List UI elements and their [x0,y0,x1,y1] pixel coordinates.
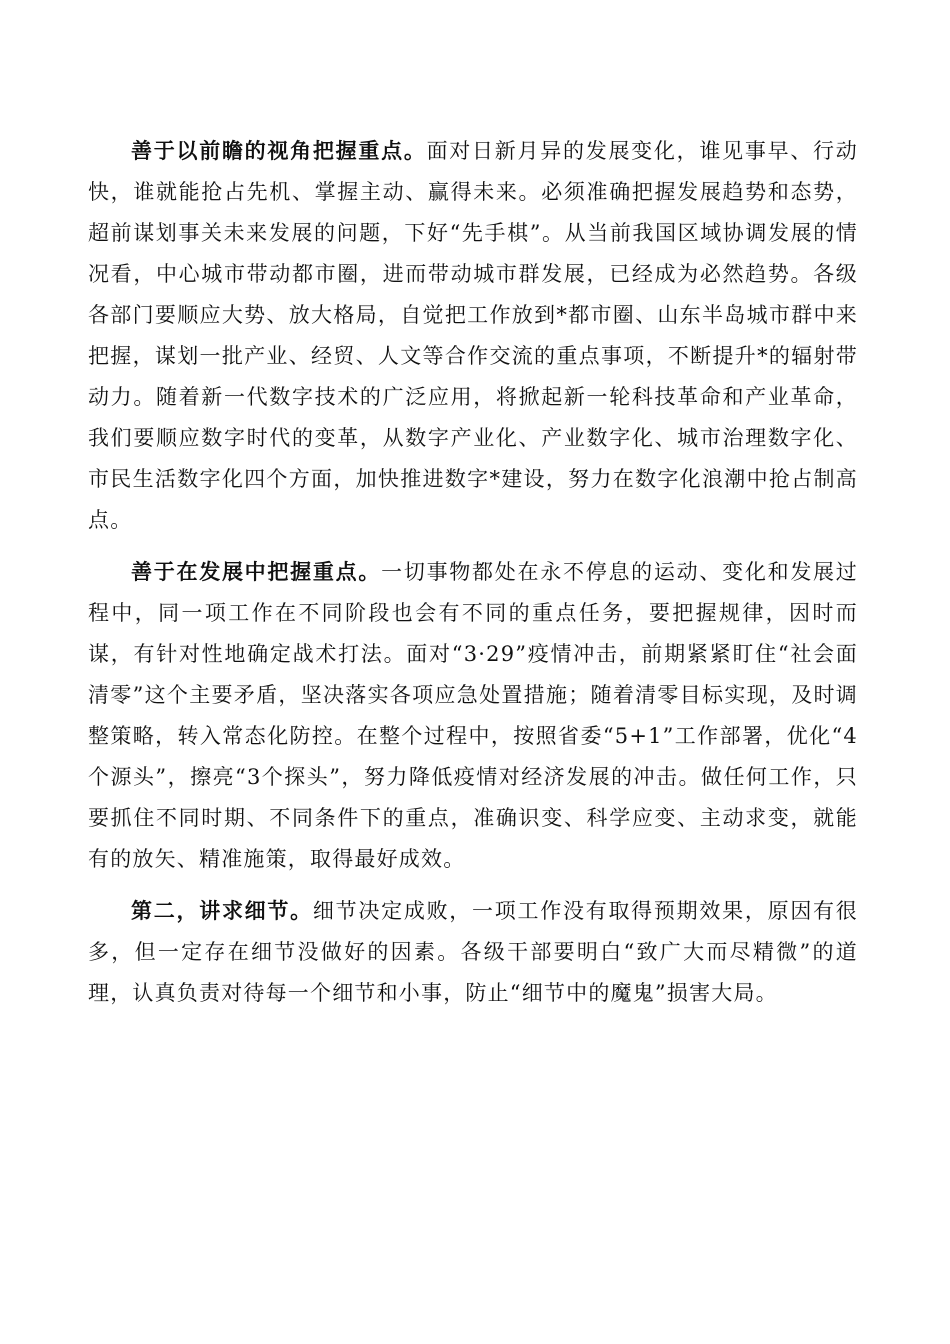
paragraph-heading: 善于以前瞻的视角把握重点。 [131,138,427,163]
paragraph-body: 细节决定成败，一项工作没有取得预期效果，原因有很多，但一定存在细节没做好的因素。各级干部要明白“致广大而尽精微”的道理，认真负责对待每一个细节和小事，防止“细节中的魔鬼”损害大局。 [88,899,858,1005]
paragraph-forward-looking [88,130,858,541]
document-page [88,130,858,1024]
paragraph-attention-to-detail [88,890,858,1014]
paragraph-heading: 第二，讲求细节。 [131,898,313,923]
paragraph-in-development [88,551,858,880]
paragraph-heading: 善于在发展中把握重点。 [131,559,382,584]
paragraph-body: 面对日新月异的发展变化，谁见事早、行动快，谁就能抢占先机、掌握主动、赢得未来。必须准确把握发展趋势和态势，超前谋划事关未来发展的问题，下好“先手棋”。从当前我国区域协调发展的情况看，中心城市带动都市圈，进而带动城市群发展，已经成为必然趋势。各级各部门要顺应大势、放大格局，自觉把工作放到*都市圈、山东半岛城市群中来把握，谋划一批产业、经贸、人文等合作交流的重点事项，不断提升*的辐射带动力。随着新一代数字技术的广泛应用，将掀起新一轮科技革命和产业革命，我们要顺应数字时代的变革，从数字产业化、产业数字化、城市治理数字化、市民生活数字化四个方面，加快推进数字*建设，努力在数字化浪潮中抢占制高点。 [88,139,858,532]
paragraph-body: 一切事物都处在永不停息的运动、变化和发展过程中，同一项工作在不同阶段也会有不同的重点任务，要把握规律，因时而谋，有针对性地确定战术打法。面对“3·29”疫情冲击，前期紧紧盯住“社会面清零”这个主要矛盾，坚决落实各项应急处置措施；随着清零目标实现，及时调整策略，转入常态化防控。在整个过程中，按照省委“5+1”工作部署，优化“4个源头”，擦亮“3个探头”，努力降低疫情对经济发展的冲击。做任何工作，只要抓住不同时期、不同条件下的重点，准确识变、科学应变、主动求变，就能有的放矢、精准施策，取得最好成效。 [88,560,858,871]
